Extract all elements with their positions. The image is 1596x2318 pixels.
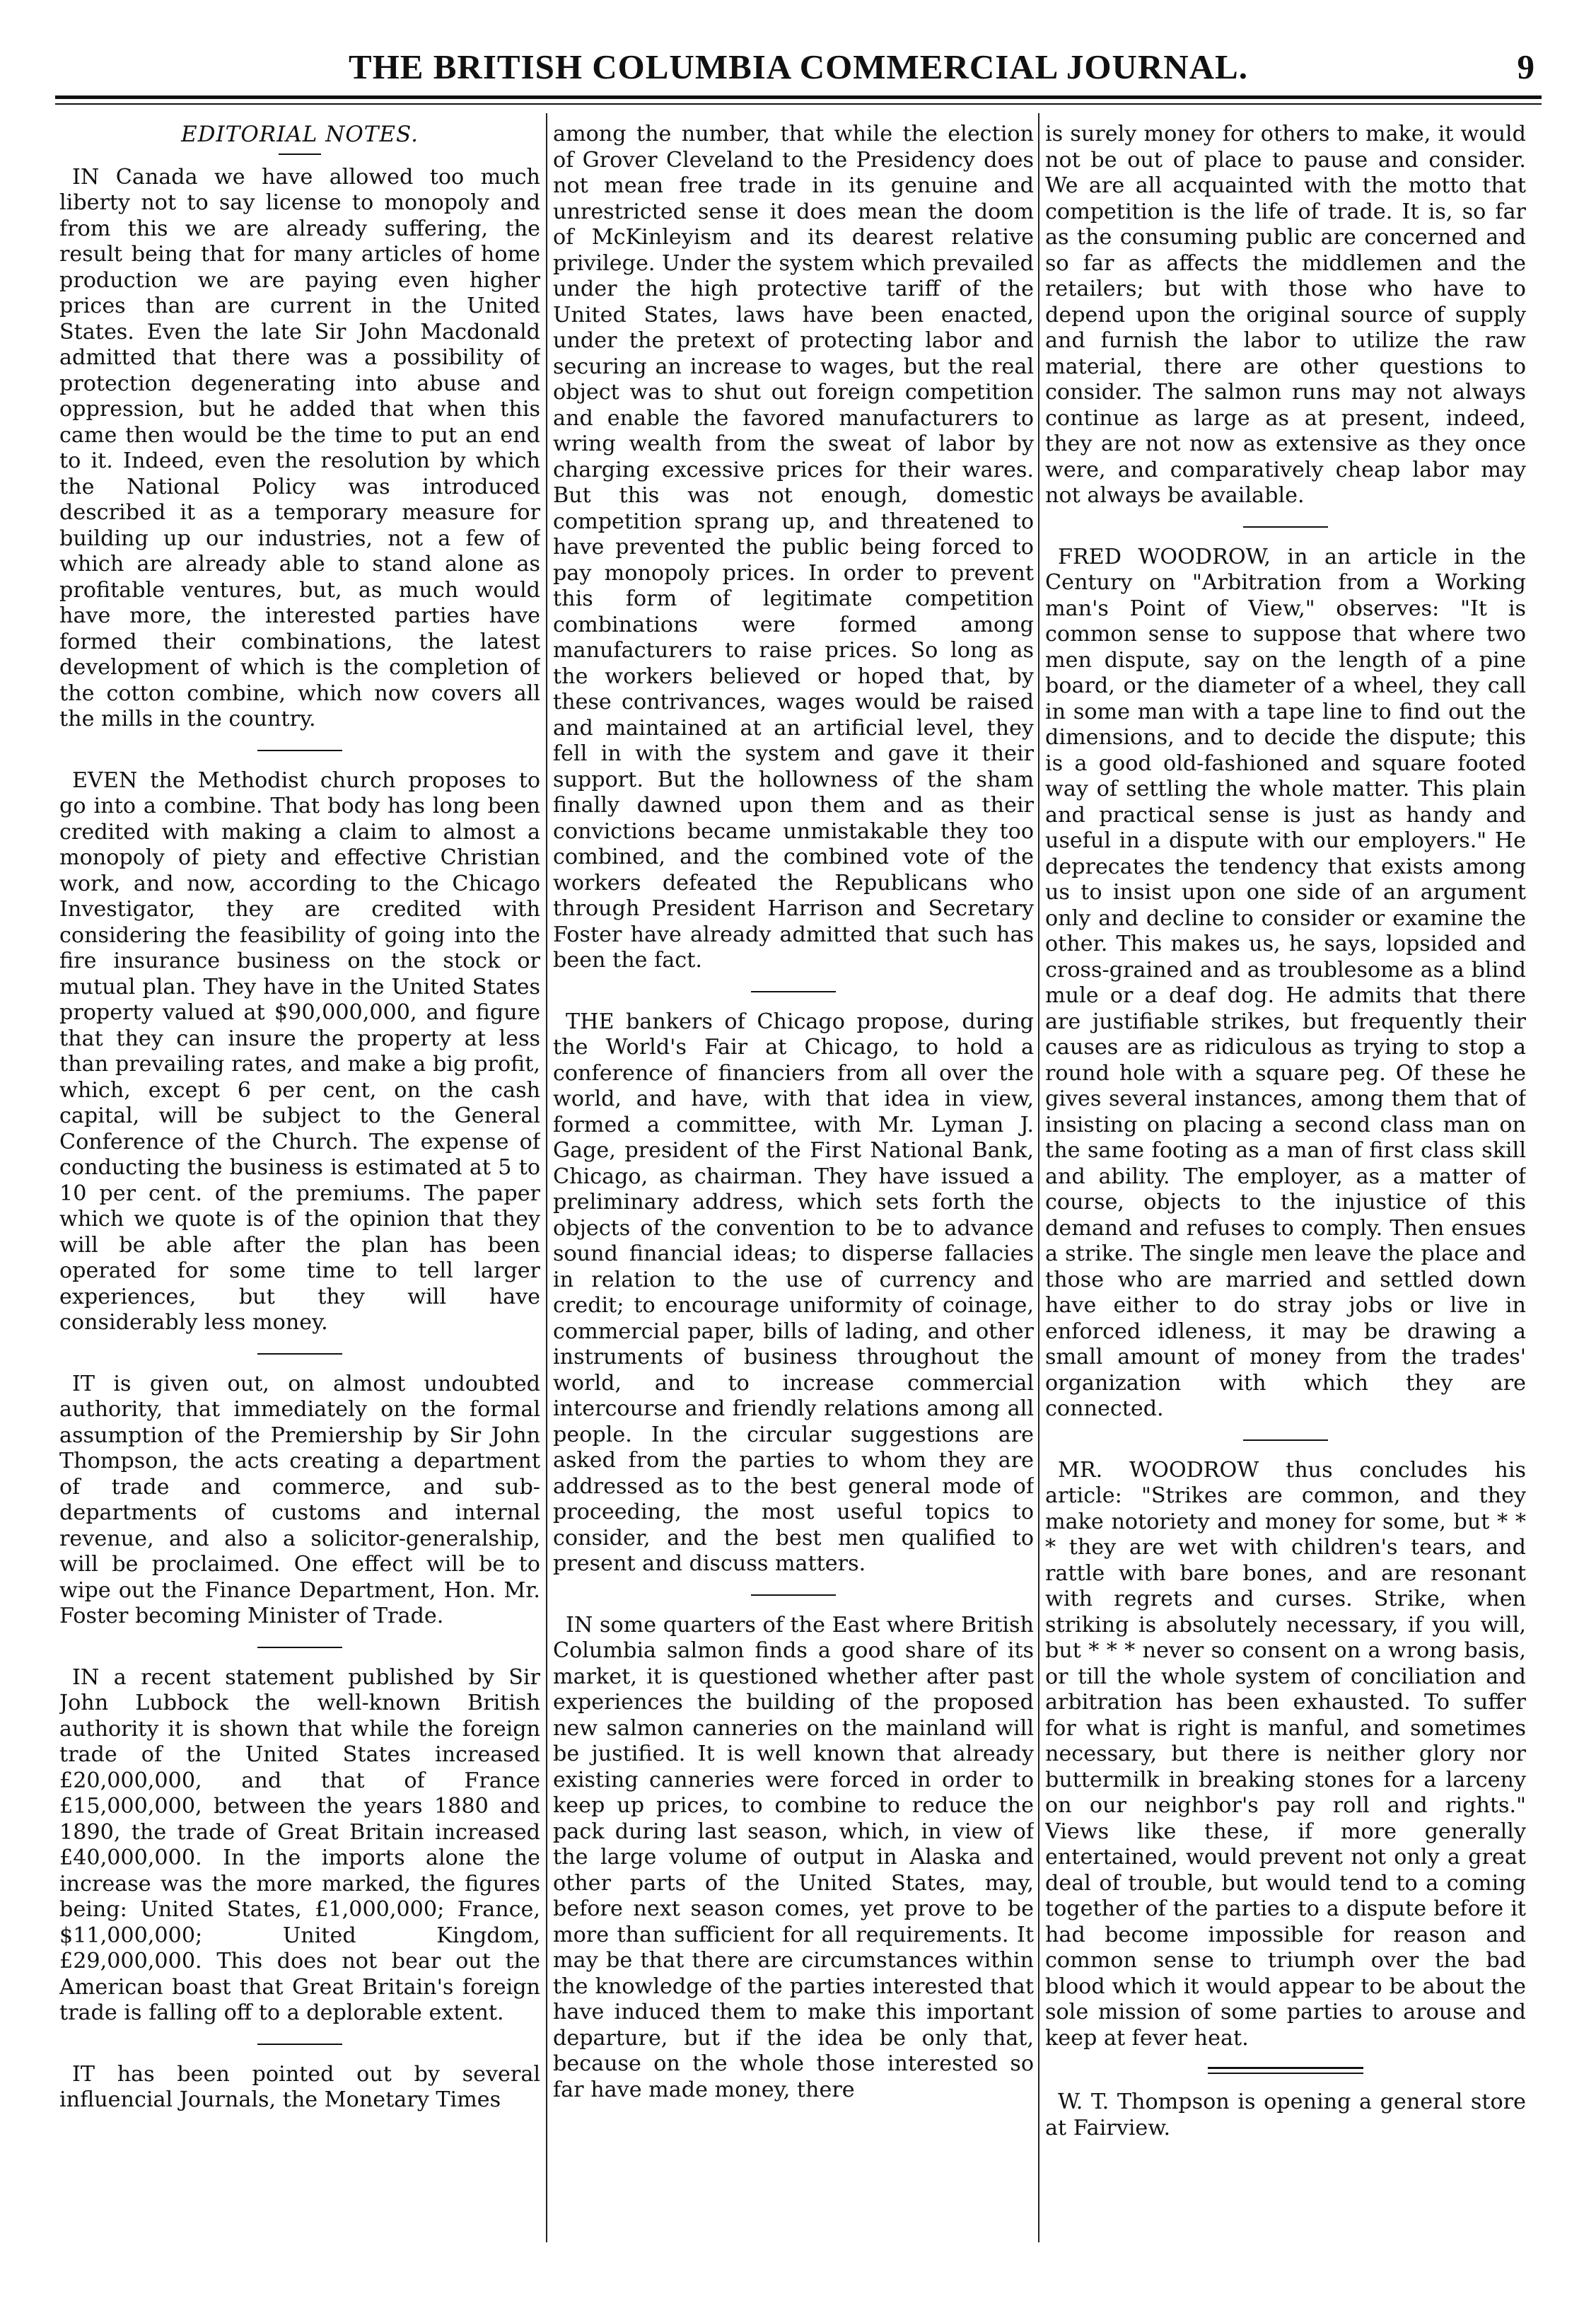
- article-paragraph: FRED WOODROW, in an article in the Century on "Arbitration from a Working man's Point of View," observes: "It is common sense to suppose that where two men dispute, say on the length of a pine board, or the diameter of a wheel, they call in some man with a tape line to find out the dimensions, and to decide the dispute; this is a good old-fashioned and square footed way of settling the whole matter. This plain and practical sense is just as handy and useful in a dispute with our employers." He deprecates the tendency that exists among us to insist upon one side of an argument only and decline to consider or examine the other. This makes us, he says, lopsided and cross-grained and as troublesome as a blind mule or a deaf dog. He admits that there are justifiable strikes, but frequently their causes are as ridiculous as trying to stop a round hole with a square peg. Of these he gives several instances, among them that of insisting on placing a second class man on the same footing as a man of first class skill and ability. The employer, as a matter of course, objects to the injustice of this demand and refuses to comply. Then ensues a strike. The single men leave the place and those who are married and settled down have either to do stray jobs or live in enforced idleness, it may be drawing a small amount of money from the trades' organization with which they are connected.: [1045, 544, 1526, 1421]
- article-separator: [257, 750, 342, 751]
- article-separator: [751, 1594, 836, 1596]
- article-paragraph: IN Canada we have allowed too much liberty not to say license to monopoly and from this we are already suffering, the result being that for many articles of home production we are paying even higher prices than are current in the United States. Even the late Sir John Macdonald admitted that there was a possibility of protection degenerating into abuse and oppression, but he added that when this came then would be the time to put an end to it. Indeed, even the resolution by which the National Policy was introduced described it as a temporary measure for building up our industries, not a few of which are already able to stand alone as profitable ventures, but, as much would have more, the interested parties have formed their combinations, the latest development of which is the completion of the cotton combine, which now covers all the mills in the country.: [59, 164, 540, 731]
- article-separator: [1243, 526, 1328, 528]
- article-separator: [751, 991, 836, 992]
- masthead: [55, 42, 1542, 99]
- article-paragraph: IT has been pointed out by several influencial Journals, the Monetary Times: [59, 2061, 540, 2112]
- column-divider: [1038, 113, 1039, 2242]
- article-paragraph: is surely money for others to make, it would not be out of place to pause and consider. We are all acquainted with the motto that competition is the life of trade. It is, so far as the consuming public are concerned and so far as affects the middlemen and the retailers; but with those who have to depend upon the original source of supply and furnish the labor to utilize the raw material, there are other questions to consider. The salmon runs may not always continue as large as at present, indeed, they are not now as extensive as they once were, and comparatively cheap labor may not always be available.: [1045, 122, 1526, 508]
- header-rule-thin: [55, 103, 1542, 105]
- article-paragraph: among the number, that while the election of Grover Cleveland to the Presidency does not mean free trade in its genuine and unrestricted sense it does mean the doom of McKinleyism and its dearest relative privilege. Under the system which prevailed under the high protective tariff of the United States, laws have been enacted, under the pretext of protecting labor and securing an increase to wages, but the real object was to shut out foreign competition and enable the favored manufacturers to wring wealth from the sweat of labor by charging excessive prices for their wares. But this was not enough, domestic competition sprang up, and threatened to have prevented the public being forced to pay monopoly prices. In order to prevent this form of legitimate competition combinations were formed among manufacturers to raise prices. So long as the workers believed or hoped that, by these contrivances, wages would be raised and maintained at an artificial level, they fell in with the system and gave it their support. But the hollowness of the sham finally dawned upon them and as their convictions became unmistakable they too combined, and the combined vote of the workers defeated the Republicans who through President Harrison and Secretary Foster have already admitted that such has been the fact.: [553, 122, 1034, 973]
- header-rule: [55, 95, 1542, 99]
- article-separator: [257, 1647, 342, 1648]
- article-paragraph: IN some quarters of the East where British Columbia salmon finds a good share of its market, it is questioned whether after past experiences the building of the proposed new salmon canneries on the mainland will be justified. It is well known that already existing canneries were forced in order to keep up prices, to combine to reduce the pack during last season, which, in view of the large volume of output in Alaska and other parts of the United States, may, before next season comes, yet prove to be more than sufficient for all requirements. It may be that there are circumstances within the knowledge of the parties interested that have induced them to make this important departure, but if the idea be only that, because on the whole those interested so far have made money, there: [553, 1612, 1034, 2102]
- double-rule-separator: [1208, 2067, 1363, 2074]
- article-paragraph: IN a recent statement published by Sir John Lubbock the well-known British authority it is shown that while the foreign trade of the United States increased £20,000,000, and that of France £15,000,000, between the years 1880 and 1890, the trade of Great Britain increased £40,000,000. In the imports alone the increase was the more marked, the figures being: United States, £1,000,000; France, $11,000,000; United Kingdom, £29,000,000. This does not bear out the American boast that Great Britain's foreign trade is falling off to a deplorable extent.: [59, 1664, 540, 2025]
- article-paragraph: EVEN the Methodist church proposes to go into a combine. That body has long been credited with making a claim to almost a monopoly of piety and effective Christian work, and now, according to the Chicago Investigator, they are credited with considering the feasibility of going into the fire insurance business on the stock or mutual plan. They have in the United States property valued at $90,000,000, and figure that they can insure the property at less than prevailing rates, and make a big profit, which, except 6 per cent, on the cash capital, will be subject to the General Conference of the Church. The expense of conducting the business is estimated at 5 to 10 per cent. of the premiums. The paper which we quote is of the opinion that they will be able after the plan has been operated for some time to tell larger experiences, but they will have considerably less money.: [59, 767, 540, 1335]
- journal-title: THE BRITISH COLUMBIA COMMERCIAL JOURNAL.: [349, 47, 1248, 86]
- article-separator: [257, 2044, 342, 2045]
- article-paragraph: MR. WOODROW thus concludes his article: "Strikes are common, and they make notoriety and money for some, but * * * they are wet with children's tears, and rattle with bare bones, and are resonant with regrets and curses. Strike, when striking is absolutely necessary, if you will, but * * * never so consent on a wrong basis, or till the whole system of conciliation and arbitration has been exhausted. To suffer for what is right is manful, and sometimes necessary, but there is neither glory nor buttermilk in breaking stones for a larceny on our neighbor's pay roll and rights." Views like these, if more generally entertained, would prevent not only a great deal of trouble, but would tend to a coming together of the parties to a dispute before it had become impossible for reason and common sense to triumph over the bad blood which it would appear to be about the sole mission of some parties to arouse and keep at fever heat.: [1045, 1457, 1526, 2051]
- column-2: [553, 122, 1034, 2265]
- section-heading: EDITORIAL NOTES.: [180, 122, 419, 147]
- article-paragraph: THE bankers of Chicago propose, during the World's Fair at Chicago, to hold a conference of financiers from all over the world, and have, with that idea in view, formed a committee, with Mr. Lyman J. Gage, president of the First National Bank, Chicago, as chairman. They have issued a preliminary address, which sets forth the objects of the convention to be to advance sound financial ideas; to disperse fallacies in relation to the use of currency and credit; to encourage uniformity of coinage, commercial paper, bills of lading, and other instruments of business throughout the world, and to increase commercial intercourse and friendly relations among all people. In the circular suggestions are asked from the parties to whom they are addressed as to the best general mode of proceeding, the most useful topics to consider, and the best men qualified to present and discuss matters.: [553, 1009, 1034, 1576]
- column-divider: [546, 113, 547, 2242]
- column-3: [1045, 122, 1526, 2265]
- article-paragraph: W. T. Thompson is opening a general store at Fairview.: [1045, 2090, 1526, 2140]
- heading-rule: [279, 153, 321, 155]
- article-paragraph: IT is given out, on almost undoubted authority, that immediately on the formal assumption of the Premiership by Sir John Thompson, the acts creating a department of trade and commerce, and sub-departments of customs and internal revenue, and also a solicitor-generalship, will be proclaimed. One effect will be to wipe out the Finance Department, Hon. Mr. Foster becoming Minister of Trade.: [59, 1371, 540, 1628]
- article-separator: [257, 1353, 342, 1355]
- column-1: [59, 122, 540, 2265]
- page-number: 9: [1517, 47, 1534, 86]
- article-separator: [1243, 1439, 1328, 1441]
